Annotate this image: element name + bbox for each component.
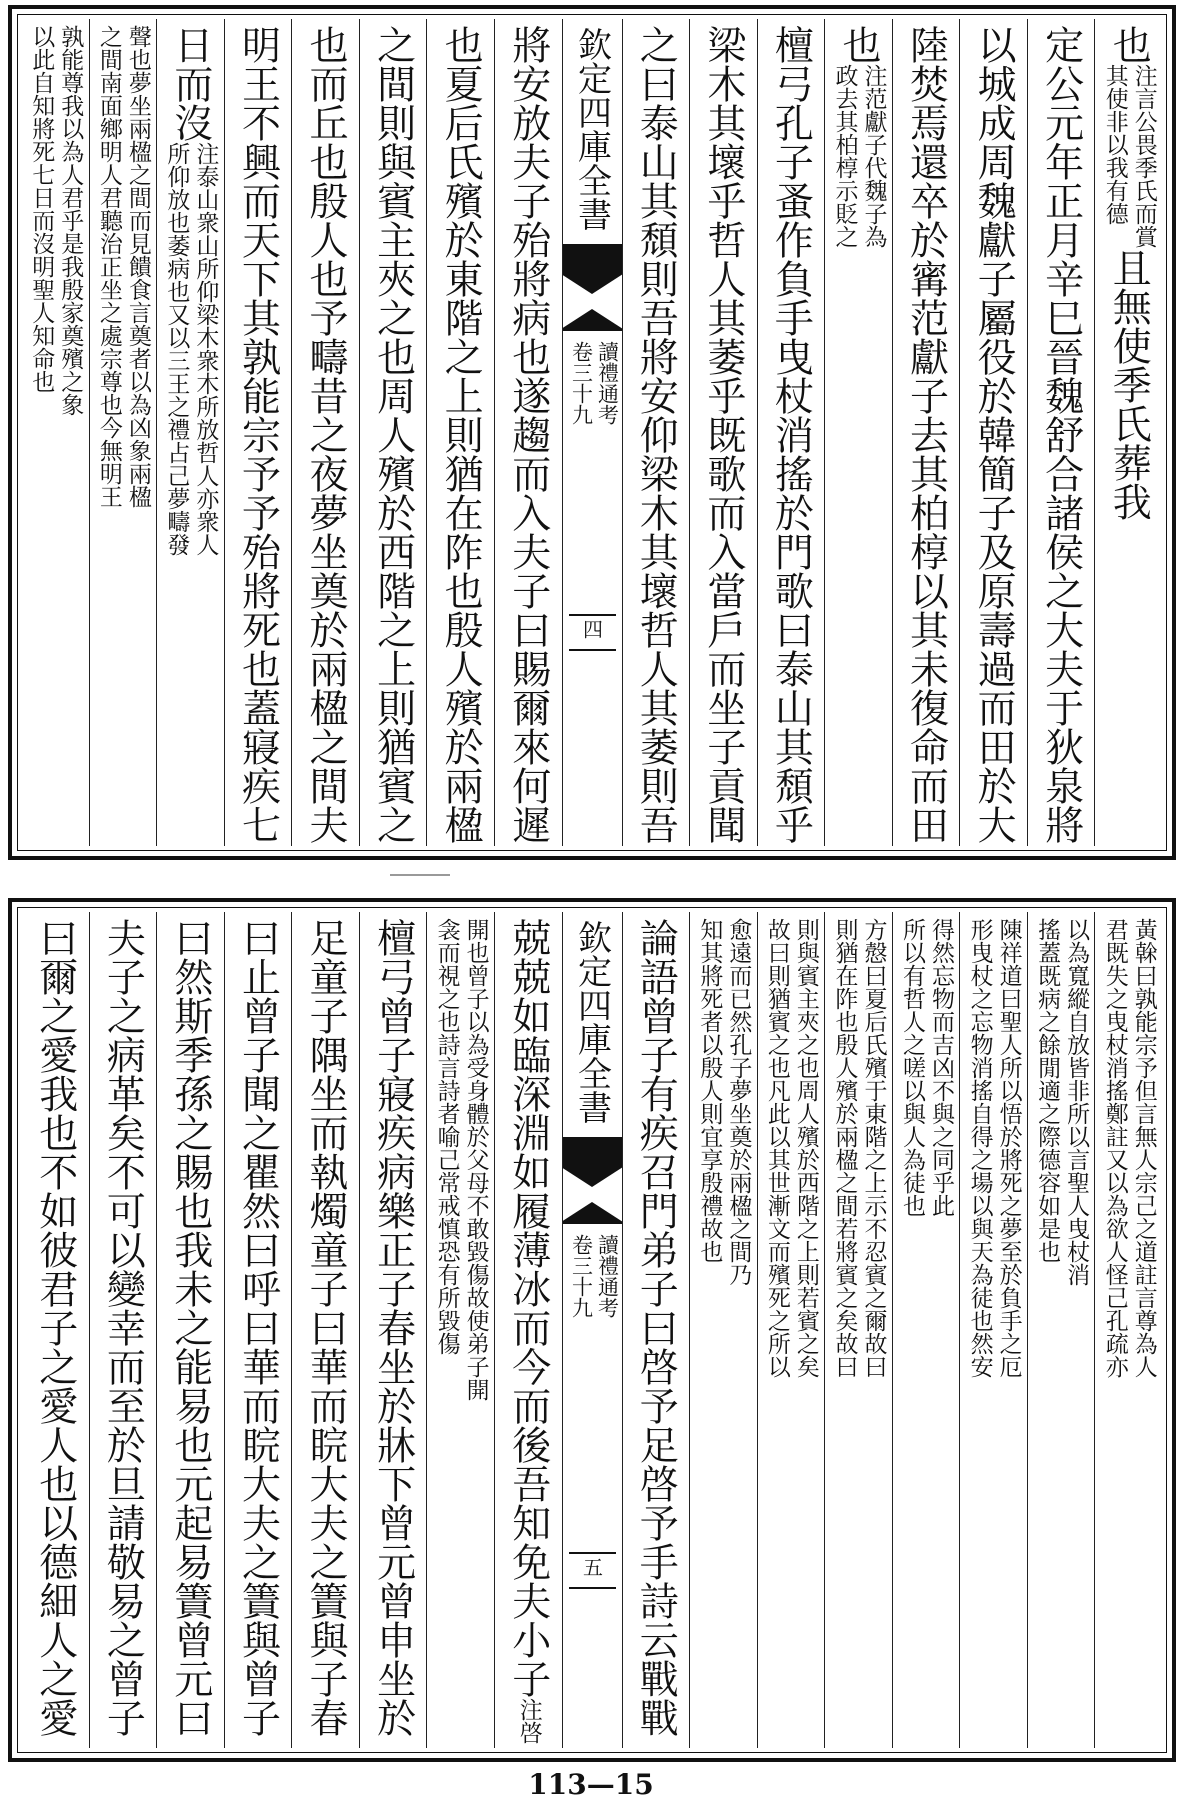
annotation-right: 注言公畏季氏而賞 <box>1130 64 1157 248</box>
annotation-left: 所仰放也萎病也又以三王之禮占己夢疇發 <box>163 142 190 556</box>
annotation-right: 陳祥道曰聖人所以悟於將死之夢至於負手之厄 <box>995 918 1022 1378</box>
leaf-rule-bottom <box>569 1587 616 1589</box>
main-text: 也而丘也殷人也予疇昔之夜夢坐奠於兩楹之間夫 <box>303 25 349 844</box>
annotation-pair <box>960 918 1027 1742</box>
annotation-right: 以為寬縱自放皆非所以言聖人曳杖消 <box>1063 918 1090 1286</box>
mixed-column <box>831 25 887 248</box>
page-top <box>8 5 1176 860</box>
text-column <box>1094 912 1162 1748</box>
annotation-tail: 注啓 <box>515 1698 542 1744</box>
text-column <box>89 912 157 1748</box>
center-column <box>562 912 622 1748</box>
text-column <box>291 912 359 1748</box>
mixed-column <box>505 918 551 1744</box>
leaf-rule-top <box>569 614 616 616</box>
annotation-right: 注泰山衆山所仰梁木衆木所放哲人亦衆人 <box>192 142 219 556</box>
main-text: 且無使季氏葬我 <box>1106 248 1152 521</box>
main-text: 之間則與賓主夾之也周人殯於西階之上則猶賓之 <box>370 25 416 844</box>
annotation-left: 故曰則猶賓之也凡此以其世漸文而殯死之所以 <box>763 918 790 1378</box>
text-column <box>892 19 960 846</box>
annotation-pair <box>1095 918 1162 1742</box>
main-text: 論語曾子有疾召門弟子曰啓予足啓予手詩云戰戰 <box>633 918 679 1737</box>
annotation-pair <box>825 918 892 1742</box>
fishtail-top-icon <box>563 1137 622 1165</box>
text-column <box>757 19 825 846</box>
fishtail-bottom-icon <box>563 1202 622 1230</box>
text-column <box>757 912 825 1748</box>
annotation-right: 黃榦曰孰能宗予但言無人宗己之道註言尊為人 <box>1130 918 1157 1378</box>
main-text: 也夏后氏殯於東階之上則猶在阼也殷人殯於兩楹 <box>438 25 484 844</box>
text-column <box>959 19 1027 846</box>
text-column <box>22 19 89 846</box>
annotation-pair <box>427 918 494 1742</box>
text-column <box>89 19 157 846</box>
text-column <box>824 912 892 1748</box>
fishtail-bottom-icon <box>563 309 622 337</box>
annotation-left: 搖蓋既病之餘閒適之際德容如是也 <box>1034 918 1061 1263</box>
main-text: 之曰泰山其頹則吾將安仰梁木其壞哲人其萎則吾 <box>633 25 679 844</box>
text-column <box>224 912 292 1748</box>
text-column <box>959 912 1027 1748</box>
text-column <box>1027 19 1095 846</box>
text-column <box>426 19 494 846</box>
text-column <box>622 19 690 846</box>
main-text: 兢兢如臨深淵如履薄冰而今而後吾知免夫小子 <box>505 918 551 1698</box>
main-text: 明王不興而天下其孰能宗予予殆將死也蓋寢疾七 <box>235 25 281 844</box>
annotation-right: 孰能尊我以為人君乎是我殷家奠殯之象 <box>57 25 84 416</box>
annotation-left: 形曳杖之忘物消搖自得之場以與天為徒也然安 <box>966 918 993 1378</box>
mixed-column <box>1103 25 1155 521</box>
text-column <box>22 912 89 1748</box>
annotation-right: 注范獻子代魏子為 <box>860 64 887 248</box>
text-column <box>622 912 690 1748</box>
book-title: 欽定四庫全書 <box>571 920 612 1124</box>
main-text: 梁木其壞乎哲人其萎乎既歌而入當戶而坐子貢聞 <box>700 25 746 844</box>
annotation-pair <box>758 918 825 1742</box>
text-column <box>689 19 757 846</box>
annotation-right: 方慤曰夏后氏殯于東階之上示不忍賓之爾故曰 <box>860 918 887 1378</box>
annotation-left: 知其將死者以殷人則宜享殷禮故也 <box>696 918 723 1263</box>
page-separator <box>390 874 450 876</box>
annotation-left: 衾而視之也詩言詩者喻己常戒慎恐有所毀傷 <box>433 918 460 1355</box>
annotation-left: 所以有哲人之嗟以與人為徒也 <box>899 918 926 1217</box>
lead-text: 也 <box>1106 25 1152 64</box>
annotation-pair <box>831 64 887 248</box>
annotation-left: 君既失之曳杖消搖鄭註又以為欲人怪己孔疏亦 <box>1101 918 1128 1378</box>
text-column <box>689 912 757 1748</box>
annotation-left: 以此自知將死七日而沒明聖人知命也 <box>28 25 55 393</box>
main-text: 足童子隅坐而執燭童子曰華而睆大夫之簀與子春 <box>303 918 349 1737</box>
main-text: 陸焚焉還卒於寗范獻子去其柏椁以其未復命而田 <box>903 25 949 844</box>
text-column <box>824 19 892 846</box>
annotation-pair <box>22 25 89 840</box>
columns-top <box>22 19 1162 846</box>
lead-text: 也 <box>835 25 881 64</box>
leaf-rule-top <box>569 1552 616 1554</box>
annotation-pair <box>1103 64 1155 248</box>
annotation-left: 之間南面鄉明人君聽治正坐之處宗尊也今無明王 <box>95 25 122 508</box>
center-column <box>562 19 622 846</box>
text-column <box>494 912 562 1748</box>
text-column <box>1094 19 1162 846</box>
annotation-left: 其使非以我有德 <box>1101 64 1128 225</box>
annotation-left: 則猶在阼也殷人殯於兩楹之間若將賓之矣故曰 <box>831 918 858 1378</box>
leaf-number: 四 <box>579 619 604 639</box>
text-column <box>494 19 562 846</box>
annotation-pair <box>1028 918 1095 1742</box>
annotation-left: 政去其柏椁示貶之 <box>831 64 858 248</box>
text-column <box>291 19 359 846</box>
main-text: 日而沒 <box>167 25 213 142</box>
leaf-rule-bottom <box>569 649 616 651</box>
work-title: 讀禮通考 <box>595 341 620 425</box>
volume-number: 卷三十九 <box>569 1234 594 1318</box>
text-column <box>359 19 427 846</box>
main-text: 檀弓孔子蚤作負手曳杖消搖於門歌曰泰山其頹乎 <box>768 25 814 844</box>
annotation-pair <box>690 918 757 1742</box>
annotation-pair <box>893 918 960 1742</box>
main-text: 以城成周魏獻子屬役於韓簡子及原壽過而田於大 <box>971 25 1017 844</box>
book-title: 欽定四庫全書 <box>571 27 612 231</box>
columns-bottom <box>22 912 1162 1748</box>
mixed-column <box>163 25 219 556</box>
volume-number: 卷三十九 <box>569 341 594 425</box>
annotation-right: 開也曾子以為受身體於父母不敢毀傷故使弟子開 <box>462 918 489 1401</box>
annotation-pair <box>163 142 219 556</box>
main-text: 夫子之病革矣不可以變幸而至於旦請敬易之曾子 <box>100 918 146 1737</box>
text-column <box>156 19 224 846</box>
main-text: 定公元年正月辛巳晉魏舒合諸侯之大夫于狄泉將 <box>1038 25 1084 844</box>
main-text: 曰然斯季孫之賜也我未之能易也元起易簀曾元曰 <box>167 918 213 1737</box>
main-text: 檀弓曾子寢疾病樂正子春坐於牀下曾元曾申坐於 <box>370 918 416 1737</box>
text-column <box>224 19 292 846</box>
main-text: 曰爾之愛我也不如彼君子之愛人也以德細人之愛 <box>32 918 78 1737</box>
text-column <box>1027 912 1095 1748</box>
annotation-right: 聲也夢坐兩楹之間而見饋食言奠者以為凶象兩楹 <box>124 25 151 508</box>
annotation-right: 愈遠而已然孔子夢坐奠於兩楹之間乃 <box>725 918 752 1286</box>
text-column <box>892 912 960 1748</box>
annotation-right: 則與賓主夾之也周人殯於西階之上則若賓之矣 <box>792 918 819 1378</box>
folio-number: 113—15 <box>528 1768 654 1801</box>
page-bottom <box>8 898 1176 1762</box>
text-column <box>426 912 494 1748</box>
annotation-pair <box>90 25 157 840</box>
main-text: 將安放夫子殆將病也遂趨而入夫子曰賜爾來何遲 <box>505 25 551 844</box>
leaf-number: 五 <box>579 1557 604 1577</box>
text-column <box>156 912 224 1748</box>
work-title: 讀禮通考 <box>595 1234 620 1318</box>
annotation-right: 得然忘物而吉凶不與之同乎此 <box>928 918 955 1217</box>
fishtail-top-icon <box>563 244 622 272</box>
main-text: 曰止曾子聞之瞿然曰呼曰華而睆大夫之簀與曾子 <box>235 918 281 1737</box>
text-column <box>359 912 427 1748</box>
